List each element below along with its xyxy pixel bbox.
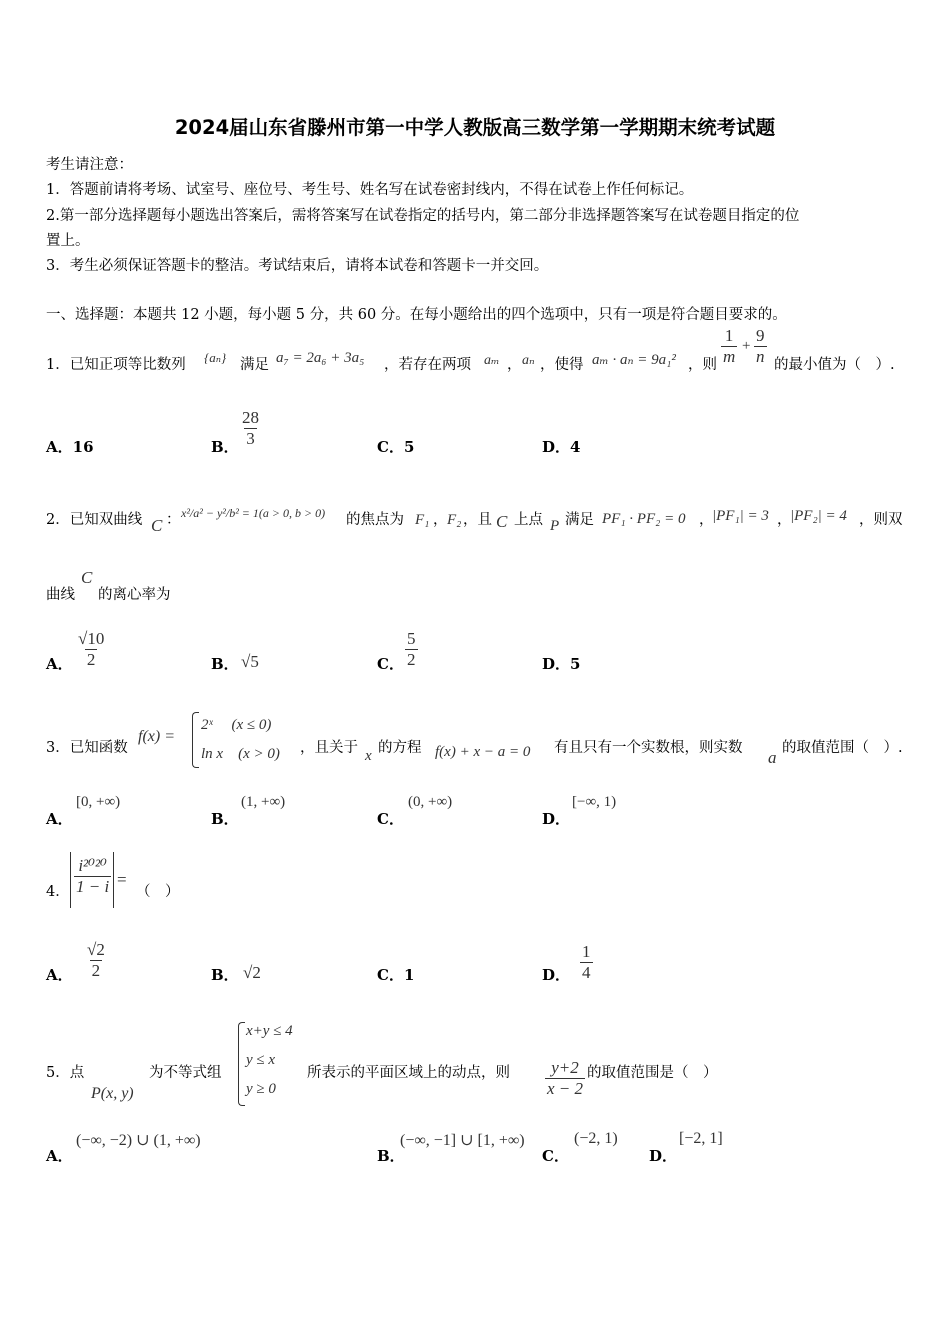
q1-option-b-num: 28	[242, 408, 259, 427]
q5-constraint: y ≤ x	[246, 1052, 276, 1068]
q3-math-eq: f(x) + x − a = 0	[435, 744, 531, 760]
q5-option-c[interactable]: C．	[542, 1147, 569, 1165]
q5-option-d-value: [−2, 1]	[679, 1130, 723, 1147]
q2-math-hyperbola: x²/a² − y²/b² = 1(a > 0, b > 0)	[181, 506, 326, 520]
q5-frac-num: y+2	[551, 1058, 579, 1077]
q3-math-x: x	[365, 748, 372, 764]
q1-fraction-1-over-m	[721, 326, 737, 367]
q4-option-a-den: 2	[91, 961, 101, 980]
q1-text: ，使得	[540, 357, 584, 373]
q1-text: 1．已知正项等比数列	[46, 357, 186, 373]
q2-text: 的焦点为	[346, 512, 404, 528]
q3-option-a-value: [0, +∞)	[76, 794, 121, 810]
q1-math-an: aₙ	[522, 353, 535, 368]
q3-case1: 2ˣ (x ≤ 0)	[201, 717, 272, 733]
q2-text: ，	[699, 512, 714, 528]
q2-option-c-den: 2	[407, 650, 416, 669]
q3-brace	[192, 712, 199, 768]
q2-text: 曲线	[46, 587, 75, 603]
q3-text: 的取值范围（ ）.	[782, 740, 903, 756]
q1-frac-num: 9	[756, 326, 765, 345]
q4-option-a[interactable]: A．	[46, 966, 73, 984]
q2-math-C: C	[151, 516, 163, 535]
q3-option-c-value: (0, +∞)	[408, 794, 453, 810]
q2-option-c-fraction	[405, 629, 418, 670]
q4-option-c[interactable]: C．1	[377, 966, 415, 984]
q3-option-d[interactable]: D．	[542, 810, 571, 828]
q1-text: ，	[507, 357, 522, 373]
q2-option-b-value: √5	[241, 652, 259, 671]
q4-fraction	[74, 856, 111, 897]
q5-option-d[interactable]: D．	[649, 1147, 678, 1165]
q5-constraint: y ≥ 0	[246, 1081, 276, 1097]
q3-option-d-value: [−∞, 1)	[572, 794, 617, 810]
q5-option-b[interactable]: B．	[377, 1147, 405, 1165]
q4-text: （ ）	[136, 884, 180, 900]
notice-item: 1．答题前请将考场、试室号、座位号、考生号、姓名写在试卷密封线内，不得在试卷上作任何标记。	[46, 182, 694, 198]
q2-text: 2．已知双曲线	[46, 512, 143, 528]
q4-option-d-fraction	[580, 942, 593, 983]
q4-option-a-fraction	[85, 940, 107, 981]
notice-item: 2.第一部分选择题每小题选出答案后，需将答案写在试卷指定的括号内，第二部分非选择题答案写在试卷题目指定的位	[46, 208, 800, 224]
q1-frac-den: n	[756, 347, 765, 366]
q4-option-d[interactable]: D．	[542, 966, 571, 984]
q2-text: ，	[777, 512, 792, 528]
q1-plus: +	[742, 338, 751, 354]
q1-option-b-fraction	[240, 408, 261, 449]
q1-math-seq: {aₙ}	[204, 350, 227, 365]
q3-math-f: f(x) =	[138, 728, 175, 745]
q2-option-c[interactable]: C．	[377, 655, 404, 673]
section-heading: 一、选择题：本题共 12 小题，每小题 5 分，共 60 分。在每小题给出的四个选项中，只有一项是符合题目要求的。	[46, 307, 787, 323]
q4-option-d-den: 4	[582, 963, 591, 982]
q3-text: 的方程	[378, 740, 422, 756]
q5-option-c-value: (−2, 1)	[574, 1130, 618, 1147]
q1-option-d[interactable]: D．4	[542, 438, 581, 456]
q3-text: 3．已知函数	[46, 740, 128, 756]
page-title: 2024届山东省滕州市第一中学人教版高三数学第一学期期末统考试题	[174, 116, 776, 139]
q3-case2: ln x (x > 0)	[201, 746, 280, 762]
q1-option-a[interactable]: A．16	[46, 438, 94, 456]
q3-option-b-value: (1, +∞)	[241, 794, 286, 810]
q2-math-F2: F₂	[447, 512, 462, 528]
q3-option-a[interactable]: A．	[46, 810, 73, 828]
q1-math-prod: aₘ · aₙ = 9a₁²	[592, 352, 676, 368]
q1-math-eq: a₇ = 2a₆ + 3a₅	[276, 350, 365, 366]
notice-heading: 考生请注意：	[46, 157, 133, 173]
q4-frac-den: 1 − i	[76, 877, 110, 896]
q1-fraction-9-over-n	[754, 326, 767, 367]
q2-text: 满足	[565, 512, 594, 528]
q2-math-abs1: |PF₁| = 3	[712, 508, 769, 524]
q5-constraint: x+y ≤ 4	[246, 1023, 293, 1039]
q1-option-b-den: 3	[246, 429, 255, 448]
q3-option-b[interactable]: B．	[211, 810, 239, 828]
q5-text: 5．点	[46, 1065, 85, 1081]
q1-text: 满足	[240, 357, 269, 373]
q5-fraction	[545, 1058, 585, 1099]
q2-text: ：	[166, 512, 181, 528]
q2-option-d[interactable]: D．5	[542, 655, 581, 673]
q4-option-b[interactable]: B．	[211, 966, 239, 984]
q5-option-a[interactable]: A．	[46, 1147, 73, 1165]
q5-text: 的取值范围是（ ）	[587, 1065, 718, 1081]
q5-text: 为不等式组	[149, 1065, 222, 1081]
q2-text: 上点	[514, 512, 543, 528]
q2-option-c-num: 5	[407, 629, 416, 648]
q2-option-b[interactable]: B．	[211, 655, 239, 673]
q1-frac-num: 1	[724, 326, 734, 345]
q2-math-C: C	[496, 512, 508, 531]
q2-option-a-num: √10	[78, 629, 105, 648]
q3-math-a: a	[768, 748, 777, 767]
q4-frac-num: i²⁰²⁰	[78, 856, 107, 875]
q3-option-c[interactable]: C．	[377, 810, 404, 828]
q2-math-P: P	[550, 518, 560, 534]
q3-text: ，且关于	[300, 740, 358, 756]
q1-text: 的最小值为（ ）.	[774, 357, 895, 373]
q2-option-a-fraction	[76, 629, 106, 670]
q5-option-a-value: (−∞, −2) ∪ (1, +∞)	[76, 1132, 201, 1149]
q4-option-a-num: √2	[87, 940, 105, 959]
q1-text: ，若存在两项	[384, 357, 471, 373]
q2-text: ，且	[463, 512, 492, 528]
q1-option-b[interactable]: B．	[211, 438, 239, 456]
q4-text: 4．	[46, 884, 70, 900]
notice-item: 3．考生必须保证答题卡的整洁。考试结束后，请将本试卷和答题卡一并交回。	[46, 258, 549, 274]
q2-math-C: C	[81, 568, 93, 587]
q1-text: ，则	[688, 357, 717, 373]
q1-math-am: aₘ	[484, 353, 500, 368]
q2-option-a-den: 2	[86, 650, 96, 669]
notice-item: 置上。	[46, 233, 90, 249]
q2-text: 的离心率为	[98, 587, 171, 603]
q5-frac-den: x − 2	[547, 1079, 584, 1098]
q5-math-P: P(x, y)	[91, 1085, 134, 1102]
q2-text: ，	[433, 512, 448, 528]
q5-option-b-value: (−∞, −1] ∪ [1, +∞)	[400, 1132, 525, 1149]
q4-equals: =	[117, 870, 127, 889]
q5-text: 所表示的平面区域上的动点，则	[307, 1065, 510, 1081]
q2-math-abs2: |PF₂| = 4	[790, 508, 847, 524]
q2-math-F1: F₁	[415, 512, 430, 528]
q2-option-a[interactable]: A．	[46, 655, 73, 673]
q2-math-dot: PF₁ · PF₂ = 0	[602, 511, 686, 527]
q4-option-b-value: √2	[243, 963, 261, 982]
q5-brace	[238, 1022, 245, 1106]
q1-frac-den: m	[723, 347, 736, 366]
q3-text: 有且只有一个实数根，则实数	[554, 740, 743, 756]
q1-option-c[interactable]: C．5	[377, 438, 415, 456]
q4-option-d-num: 1	[582, 942, 591, 961]
q2-text: ，则双	[859, 512, 903, 528]
